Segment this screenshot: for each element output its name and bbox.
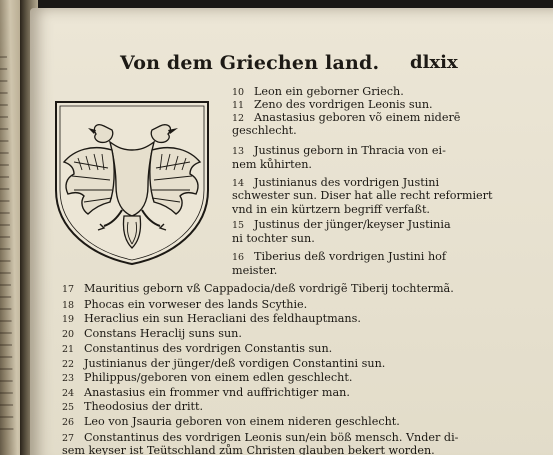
line-text: Constantinus des vordrigen Constantis sun. xyxy=(84,342,333,355)
line-text: Leon ein geborner Griech. xyxy=(254,85,404,98)
text-line xyxy=(62,415,400,430)
line-number: 21 xyxy=(62,344,75,355)
line-number: 23 xyxy=(62,373,75,384)
line-text: Justinus geborn in Thracia von ei- xyxy=(254,144,446,157)
line-number: 10 xyxy=(232,87,245,98)
line-number: 14 xyxy=(232,178,245,189)
text-line xyxy=(232,158,312,172)
text-line xyxy=(232,144,446,159)
text-line xyxy=(232,189,493,203)
text-line xyxy=(232,232,315,246)
line-text: Philippus/geboren von einem edlen geschlecht. xyxy=(84,371,353,384)
text-line xyxy=(232,218,451,233)
line-text: meister. xyxy=(232,264,278,277)
line-text: Theodosius der dritt. xyxy=(84,400,204,413)
line-text: Justinianus des vordrigen Justini xyxy=(254,176,440,189)
line-number: 18 xyxy=(62,300,75,311)
line-text: Constantinus des vordrigen Leonis sun/ein böß mensch. Vnder di- xyxy=(84,431,459,444)
line-text: Justinus der jünger/keyser Justinia xyxy=(254,218,451,231)
line-text: geschlecht. xyxy=(232,124,297,137)
text-line xyxy=(232,203,430,217)
line-text: ni tochter sun. xyxy=(232,232,315,245)
line-number: 27 xyxy=(62,433,75,444)
line-number: 12 xyxy=(232,113,245,124)
text-line xyxy=(62,400,203,415)
line-number: 11 xyxy=(232,100,245,111)
double-headed-eagle-shield-icon xyxy=(52,98,212,266)
text-line xyxy=(62,357,385,372)
text-line xyxy=(62,312,361,327)
text-line xyxy=(62,386,350,401)
line-text: nem kůhirten. xyxy=(232,158,312,171)
text-line xyxy=(232,124,297,138)
text-line xyxy=(232,264,277,278)
line-number: 13 xyxy=(232,146,245,157)
text-line xyxy=(62,282,454,297)
line-number: 16 xyxy=(232,252,245,263)
line-number: 15 xyxy=(232,220,245,231)
line-number: 17 xyxy=(62,284,75,295)
line-text: vnd in ein kürtzern begriff verfaßt. xyxy=(232,203,430,216)
line-number: 26 xyxy=(62,417,75,428)
line-number: 19 xyxy=(62,314,75,325)
line-text: Justinianus der jünger/deß vordigen Constantini sun. xyxy=(84,357,386,370)
line-text: Tiberius deß vordrigen Justini hof xyxy=(254,250,447,263)
line-text: Mauritius geborn vß Cappadocia/deß vordrigẽ Tiberij tochtermã. xyxy=(84,282,454,295)
text-line xyxy=(232,250,446,265)
text-line xyxy=(62,371,352,386)
running-head: Von dem Griechen land. xyxy=(120,52,380,74)
line-text: schwester sun. Diser hat alle recht reformiert xyxy=(232,189,493,202)
text-line xyxy=(62,298,307,313)
folio-number: dlxix xyxy=(410,52,458,73)
line-text: Anastasius geboren võ einem niderē xyxy=(254,111,461,124)
line-text: Constans Heraclij suns sun. xyxy=(84,327,242,340)
left-page-text-fragment xyxy=(0,56,14,436)
text-line xyxy=(62,327,242,342)
text-line xyxy=(62,342,332,357)
line-number: 20 xyxy=(62,329,75,340)
line-text: sem keyser ist Teütschland zům Christen glauben bekert worden. xyxy=(62,444,435,455)
line-text: Heraclius ein sun Heracliani des feldhauptmans. xyxy=(84,312,361,325)
text-line xyxy=(62,444,435,455)
line-text: Zeno des vordrigen Leonis sun. xyxy=(254,98,433,111)
line-text: Anastasius ein frommer vnd auffrichtiger man. xyxy=(84,386,350,399)
line-number: 25 xyxy=(62,402,75,413)
line-number: 22 xyxy=(62,359,75,370)
line-text: Leo von Jsauria geboren von einem nideren geschlecht. xyxy=(84,415,400,428)
line-number: 24 xyxy=(62,388,75,399)
line-text: Phocas ein vorweser des lands Scythie. xyxy=(84,298,308,311)
